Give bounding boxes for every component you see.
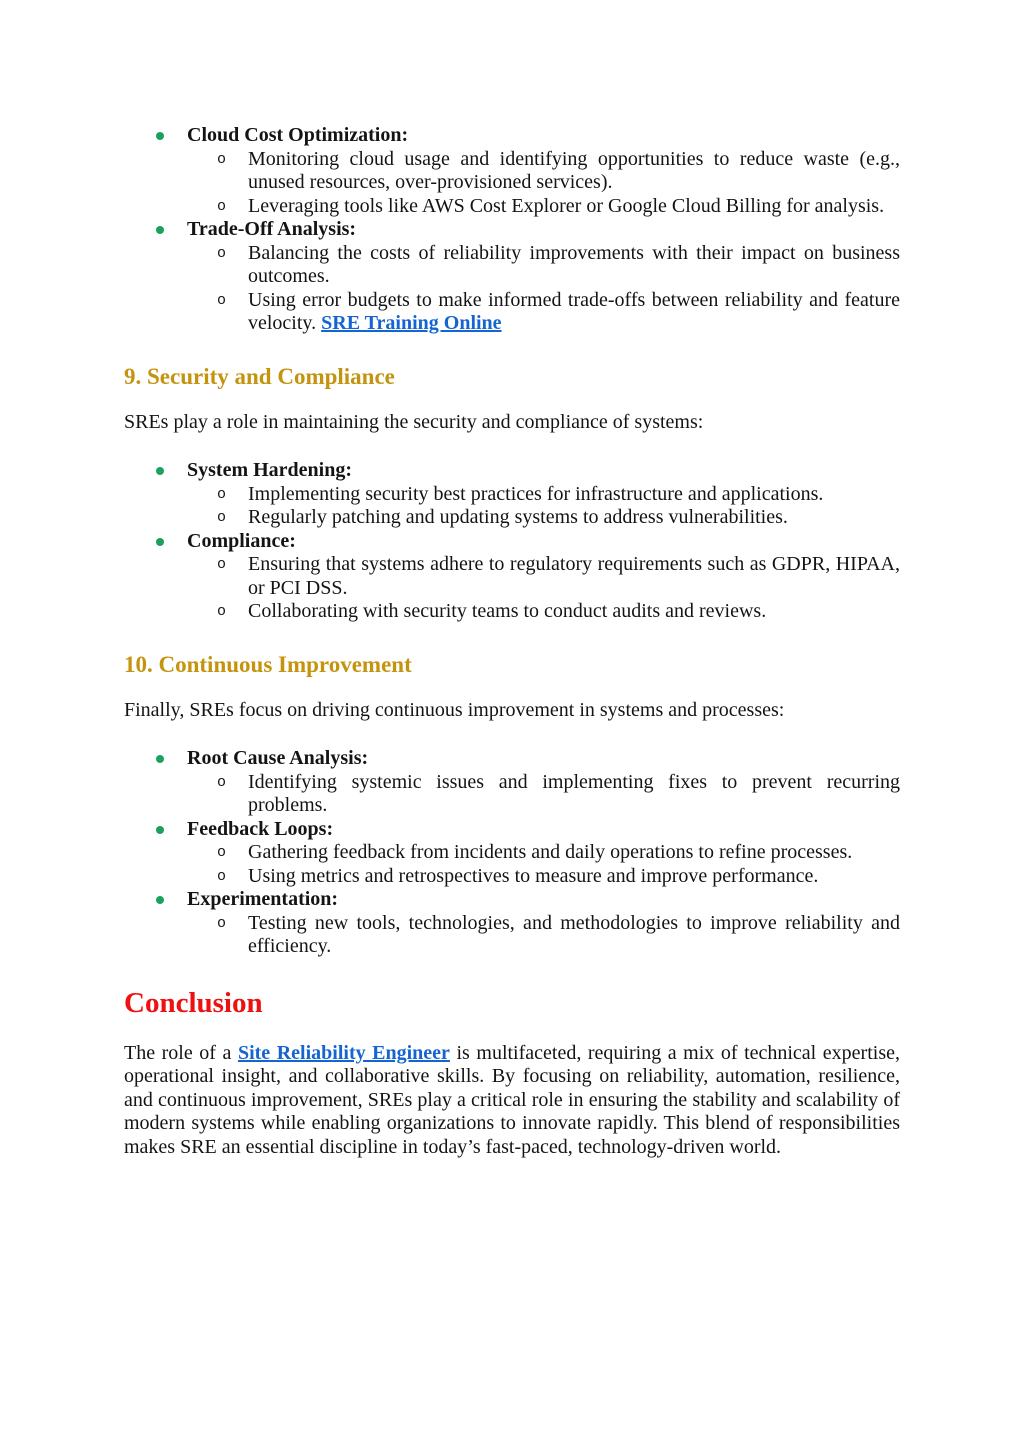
list-item-label: System Hardening: [187,459,352,481]
sub-list-item-text: Identifying systemic issues and implementing fixes to prevent recurring problems. [248,770,900,816]
list-item [124,218,900,242]
sub-list-item-text: Monitoring cloud usage and identifying opportunities to reduce waste (e.g., unused resources, over-provisioned services). [248,147,900,193]
bullet-icon [156,226,164,234]
sub-list-item-text: Using metrics and retrospectives to measure and improve performance. [248,864,819,887]
sub-list-item [124,195,900,219]
section-10-heading: 10. Continuous Improvement [124,651,412,677]
bullet-icon [156,896,164,904]
list-item [124,888,900,912]
sub-list-item-text: Implementing security best practices for infrastructure and applications. [248,482,824,505]
bullet-icon [156,467,164,475]
section-9-heading: 9. Security and Compliance [124,363,395,389]
section-9-intro: SREs play a role in maintaining the security and compliance of systems: [124,410,704,433]
circle-bullet-icon: o [217,844,227,861]
sre-training-online-link[interactable]: SRE Training Online [321,312,502,334]
sub-list-item-text: Balancing the costs of reliability improvements with their impact on business outcomes. [248,241,900,287]
list-item [124,459,900,483]
list-item [124,124,900,148]
security-compliance-list [124,459,900,624]
conclusion-text-after-link: is multifaceted, requiring a mix of technical expertise, operational insight, and collaborative skills. By focusing on reliability, automation, resilience, and continuous improvement, SREs play a critical role in ensuring the stability and scalability of modern systems while enabling organizations to innovate rapidly. This blend of responsibilities makes SRE an essential discipline in today’s fast-paced, technology-driven world. [124,1041,900,1158]
circle-bullet-icon: o [217,556,227,573]
sub-list-item-text: Leveraging tools like AWS Cost Explorer or Google Cloud Billing for analysis. [248,194,885,217]
circle-bullet-icon: o [217,291,227,309]
sub-list-item [124,841,900,865]
sub-list-item [124,600,900,624]
list-item-label: Feedback Loops: [187,817,334,840]
bullet-icon [156,132,164,140]
circle-bullet-icon: o [217,150,227,168]
bullet-icon [156,755,164,763]
continuous-improvement-list [124,747,900,959]
sub-list-item-text: Using error budgets to make informed trade-offs between reliability and feature velocity. [248,288,900,334]
sub-list-item [124,912,900,959]
sub-list-item [124,506,900,530]
sub-list-item-text: Collaborating with security teams to conduct audits and reviews. [248,600,767,622]
sub-list-item-text: Gathering feedback from incidents and daily operations to refine processes. [248,841,853,863]
site-reliability-engineer-link[interactable]: Site Reliability Engineer [237,1041,450,1064]
circle-bullet-icon: o [217,244,227,262]
conclusion-text-before-link: The role of a [124,1041,238,1064]
sub-list-item [124,865,900,889]
section-10-intro: Finally, SREs focus on driving continuous improvement in systems and processes: [124,698,785,721]
list-item-label: Compliance: [187,529,296,552]
sub-list-item [124,148,900,195]
bullet-icon [156,826,164,834]
bullet-icon [156,538,164,546]
circle-bullet-icon: o [217,485,227,503]
circle-bullet-icon: o [217,603,227,620]
sub-list-item [124,483,900,507]
list-item [124,530,900,554]
sub-list-item-text: Regularly patching and updating systems to address vulnerabilities. [248,506,788,528]
list-item-label: Root Cause Analysis: [187,747,369,769]
conclusion-paragraph [124,1042,900,1160]
circle-bullet-icon: o [217,867,227,885]
circle-bullet-icon: o [217,509,227,526]
list-item-label: Cloud Cost Optimization: [187,124,409,146]
sub-list-item [124,553,900,600]
sub-list-item [124,771,900,818]
sub-list-item-text: Ensuring that systems adhere to regulatory requirements such as GDPR, HIPAA, or PCI DSS. [248,553,900,599]
sub-list-item [124,242,900,289]
sub-list-item-text: Testing new tools, technologies, and methodologies to improve reliability and efficiency. [248,911,900,957]
circle-bullet-icon: o [217,773,227,791]
circle-bullet-icon: o [217,914,227,932]
sub-list-item [124,289,900,336]
list-item-label: Trade-Off Analysis: [187,218,357,240]
circle-bullet-icon: o [217,197,227,215]
list-item-label: Experimentation: [187,888,339,910]
list-item [124,747,900,771]
list-item [124,818,900,842]
conclusion-heading: Conclusion [124,986,263,1019]
cost-optimization-list [124,124,900,336]
